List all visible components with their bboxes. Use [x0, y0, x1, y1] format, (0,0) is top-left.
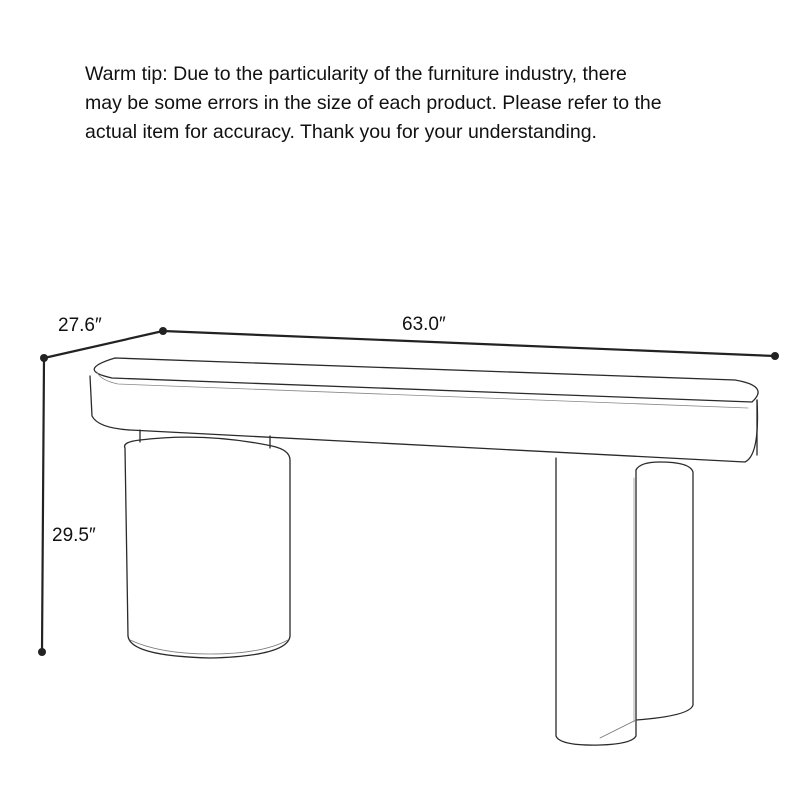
width-dimension-line	[163, 331, 775, 356]
right-panel-leg-back	[636, 462, 693, 720]
dimension-endpoint	[38, 648, 46, 656]
dimension-endpoint	[159, 327, 167, 335]
height-dimension-line	[42, 358, 44, 652]
warm-tip-line-3: actual item for accuracy. Thank you for your understanding.	[85, 121, 597, 143]
right-panel-leg-front	[556, 458, 636, 745]
width-dimension-label: 63.0″	[402, 314, 446, 335]
tabletop-apron	[90, 376, 758, 462]
dimension-endpoint	[40, 354, 48, 362]
left-pedestal	[125, 437, 290, 658]
depth-dimension-label: 27.6″	[58, 315, 102, 336]
height-dimension-label: 29.5″	[52, 525, 96, 546]
dimension-endpoint	[771, 352, 779, 360]
left-pedestal-neck	[140, 430, 270, 448]
warm-tip-line-2: may be some errors in the size of each product. Please refer to the	[85, 92, 662, 114]
warm-tip-line-1: Warm tip: Due to the particularity of the furniture industry, there	[85, 63, 627, 85]
